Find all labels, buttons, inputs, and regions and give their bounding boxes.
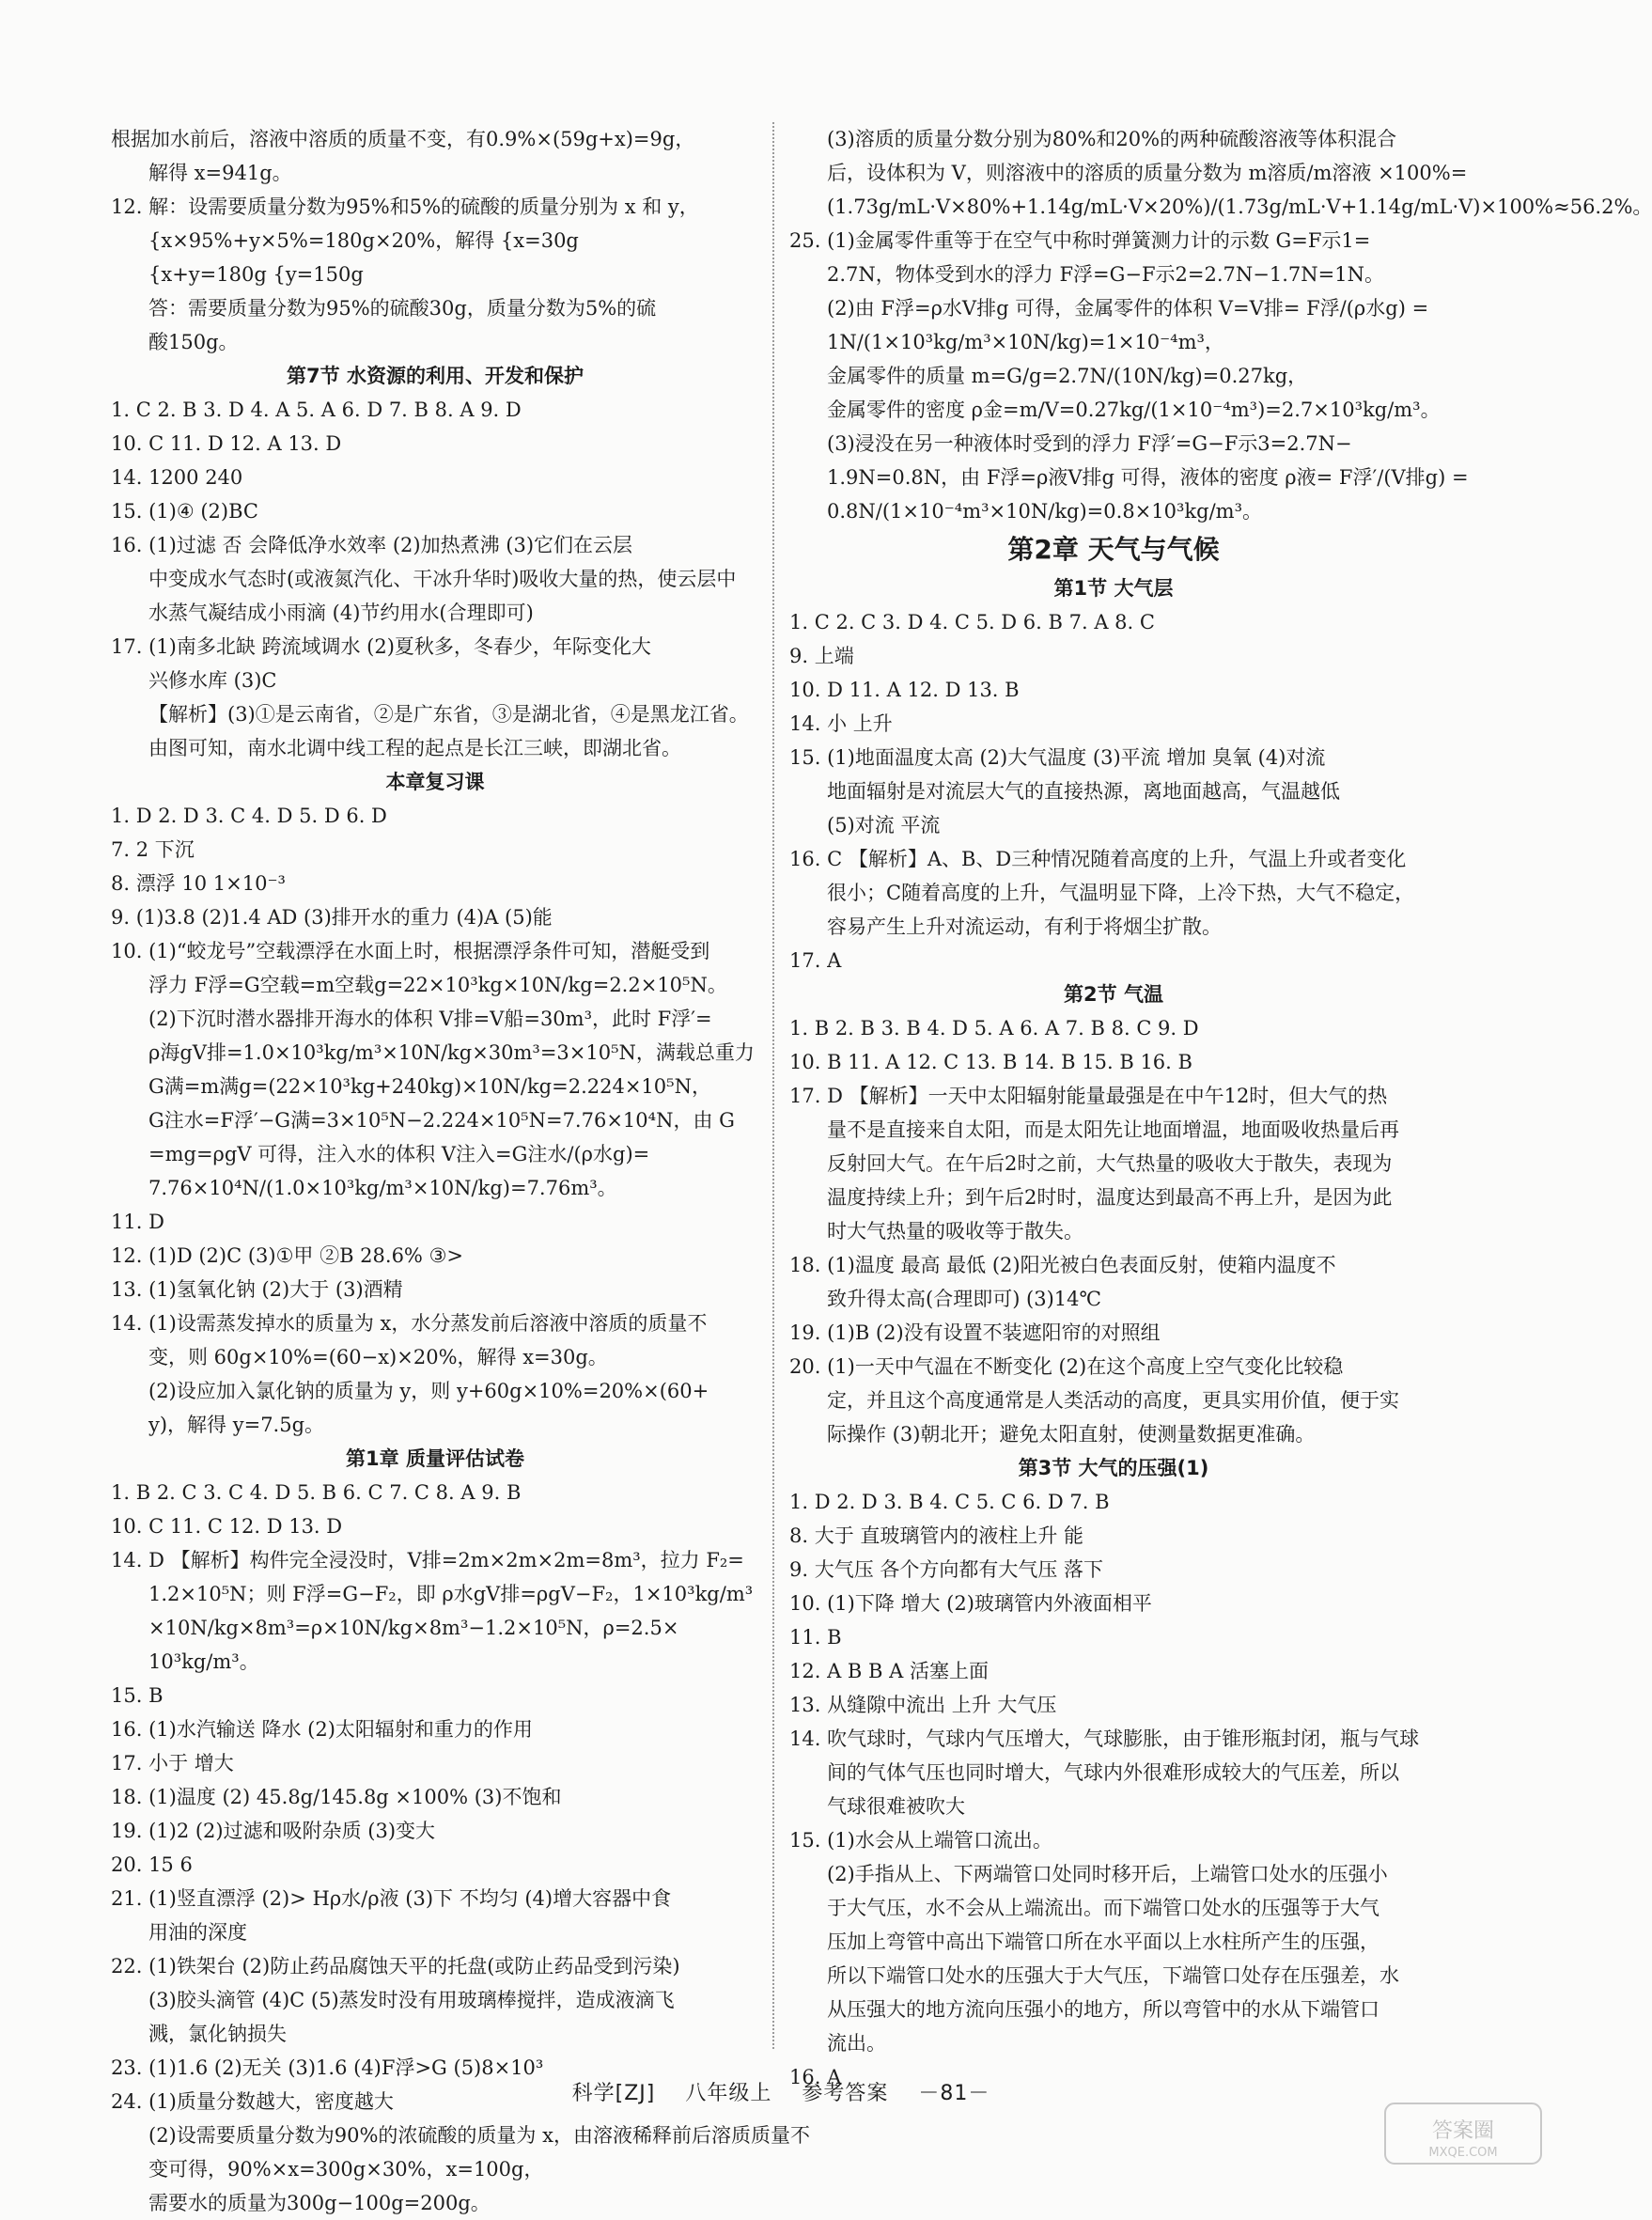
answer-line: (2)下沉时潜水器排开海水的体积 V排=V船=30m³，此时 F浮′= <box>148 1008 712 1030</box>
answer-line: 1N/(1×10³kg/m³×10N/kg)=1×10⁻⁴m³， <box>827 331 1224 353</box>
answer-line: (2)设需要质量分数为90%的浓硫酸的质量为 x，由溶液稀释前后溶质质量不 <box>148 2124 810 2147</box>
answer-line: y)，解得 y=7.5g。 <box>148 1414 325 1436</box>
answer-line: 变，则 60g×10%=(60−x)×20%，解得 x=30g。 <box>148 1346 608 1368</box>
answer-line: 【解析】(3)①是云南省，②是广东省，③是湖北省，④是黑龙江省。 <box>148 703 749 726</box>
answer-line: ×10N/kg×8m³=ρ×10N/kg×8m³−1.2×10⁵N，ρ=2.5× <box>148 1617 679 1639</box>
answer-line: (3)溶质的质量分数分别为80%和20%的两种硫酸溶液等体积混合 <box>827 128 1397 150</box>
answer-line: 答：需要质量分数为95%的硫酸30g，质量分数为5%的硫 <box>148 297 657 320</box>
answer-line: 2.7N，物体受到水的浮力 F浮=G−F示2=2.7N−1.7N=1N。 <box>827 263 1384 286</box>
section-heading: 第7节 水资源的利用、开发和保护 <box>287 365 584 387</box>
answer-line: 19. (1)B (2)没有设置不装遮阳帘的对照组 <box>789 1321 1161 1344</box>
answer-line: 容易产生上升对流运动，有利于将烟尘扩散。 <box>827 915 1222 938</box>
chapter-heading: 第2章 天气与气候 <box>1007 534 1220 565</box>
answer-line: 8. 大于 直玻璃管内的液柱上升 能 <box>789 1524 1084 1547</box>
answer-line: {x×95%+y×5%=180g×20%，解得 {x=30g <box>148 229 579 252</box>
answer-line: 中变成水气态时(或液氮汽化、干冰升华时)吸收大量的热，使云层中 <box>148 568 737 590</box>
answer-line: 14. D 【解析】构件完全浸没时，V排=2m×2m×2m=8m³，拉力 F₂= <box>111 1549 744 1571</box>
answer-line: 23. (1)1.6 (2)无关 (3)1.6 (4)F浮>G (5)8×10³ <box>111 2056 544 2079</box>
answer-line: 10. C 11. C 12. D 13. D <box>111 1515 343 1538</box>
answer-line: (2)设应加入氯化钠的质量为 y，则 y+60g×10%=20%×(60+ <box>148 1380 709 1402</box>
answer-line: 17. (1)南多北缺 跨流域调水 (2)夏秋多，冬春少，年际变化大 <box>111 635 651 658</box>
answer-line: 20. 15 6 <box>111 1853 193 1876</box>
section-heading: 第1节 大气层 <box>1053 577 1174 600</box>
answer-line: 13. 从缝隙中流出 上升 大气压 <box>789 1694 1057 1716</box>
answer-line: 14. 小 上升 <box>789 712 893 735</box>
answer-line: 压加上弯管中高出下端管口所在水平面以上水柱所产生的压强， <box>827 1931 1379 1953</box>
answer-line: 9. (1)3.8 (2)1.4 AD (3)排开水的重力 (4)A (5)能 <box>111 906 553 929</box>
answer-line: 反射回大气。在午后2时之前，大气热量的吸收大于散失，表现为 <box>827 1152 1393 1175</box>
answer-line: 15. (1)地面温度太高 (2)大气温度 (3)平流 增加 臭氧 (4)对流 <box>789 746 1326 769</box>
answer-line: 酸150g。 <box>148 331 239 353</box>
answer-line: 17. A <box>789 949 842 972</box>
answer-line: 12. 解：设需要质量分数为95%和5%的硫酸的质量分别为 x 和 y， <box>111 195 699 218</box>
section-heading: 第1章 质量评估试卷 <box>346 1447 524 1470</box>
answer-line: 浮力 F浮=G空载=m空载g=22×10³kg×10N/kg=2.2×10⁵N。 <box>148 974 727 996</box>
answer-line: 变可得，90%×x=300g×30%，x=100g， <box>148 2158 544 2181</box>
footer-page-number: －81－ <box>918 2082 990 2105</box>
answer-line: 13. (1)氢氧化钠 (2)大于 (3)酒精 <box>111 1278 403 1301</box>
section-heading: 第2节 气温 <box>1064 983 1163 1006</box>
answer-line: 21. (1)竖直漂浮 (2)> Hρ水/ρ液 (3)下 不均匀 (4)增大容器中食 <box>111 1887 672 1910</box>
answer-line: 10. C 11. D 12. A 13. D <box>111 432 342 455</box>
answer-line: 20. (1)一天中气温在不断变化 (2)在这个高度上空气变化比较稳 <box>789 1355 1344 1378</box>
answer-line: 1. D 2. D 3. C 4. D 5. D 6. D <box>111 805 387 827</box>
answer-line: (2)手指从上、下两端管口处同时移开后，上端管口处水的压强小 <box>827 1863 1388 1885</box>
answer-line: 金属零件的质量 m=G/g=2.7N/(10N/kg)=0.27kg， <box>827 365 1308 387</box>
answer-line: =mg=ρgV 可得，注入水的体积 V注入=G注水/(ρ水g)= <box>148 1143 650 1165</box>
answer-line: 10. (1)“蛟龙号”空载漂浮在水面上时，根据漂浮条件可知，潜艇受到 <box>111 940 710 962</box>
answer-line: 际操作 (3)朝北开；避免太阳直射，使测量数据更准确。 <box>827 1423 1316 1446</box>
answer-line: 25. (1)金属零件重等于在空气中称时弹簧测力计的示数 G=F示1= <box>789 229 1371 252</box>
answer-line: 14. 1200 240 <box>111 466 243 489</box>
answer-line: 1. C 2. B 3. D 4. A 5. A 6. D 7. B 8. A 9. D <box>111 399 522 421</box>
right-column <box>789 122 1652 2094</box>
answer-line: 解得 x=941g。 <box>148 162 292 184</box>
answer-line: (2)由 F浮=ρ水V排g 可得，金属零件的体积 V=V排= F浮/(ρ水g) = <box>827 297 1429 320</box>
answer-line: 金属零件的密度 ρ金=m/V=0.27kg/(1×10⁻⁴m³)=2.7×10³kg/m³。 <box>827 399 1441 421</box>
column-divider <box>772 122 775 2049</box>
answer-line: 兴修水库 (3)C <box>148 669 277 692</box>
section-heading: 本章复习课 <box>385 771 485 793</box>
answer-line: 后，设体积为 V，则溶液中的溶质的质量分数为 m溶质/m溶液 ×100%= <box>827 162 1468 184</box>
answer-line: 1.2×10⁵N；则 F浮=G−F₂，即 ρ水gV排=ρgV−F₂，1×10³kg/m³ <box>148 1583 754 1605</box>
watermark-logo <box>1383 2096 1543 2171</box>
answer-line: ρ海gV排=1.0×10³kg/m³×10N/kg×30m³=3×10⁵N，满载总重力 <box>148 1041 755 1064</box>
left-column <box>111 122 810 2220</box>
answer-line: 气球很难被吹大 <box>827 1795 965 1818</box>
footer-grade: 八年级上 <box>685 2082 772 2105</box>
answer-line: 10. (1)下降 增大 (2)玻璃管内外液面相平 <box>789 1592 1152 1615</box>
answer-line: 19. (1)2 (2)过滤和吸附杂质 (3)变大 <box>111 1820 436 1842</box>
answer-line: 24. (1)质量分数越大，密度越大 <box>111 2090 394 2113</box>
answer-line: 12. A B B A 活塞上面 <box>789 1660 989 1682</box>
answer-line: (1.73g/mL·V×80%+1.14g/mL·V×20%)/(1.73g/mL·V+1.14g/mL·V)×100%≈56.2%。 <box>827 195 1652 218</box>
answer-line: 9. 上端 <box>789 645 854 667</box>
answer-line: 17. D 【解析】一天中太阳辐射能量最强是在中午12时，但大气的热 <box>789 1085 1388 1107</box>
answer-line: 用油的深度 <box>148 1921 247 1944</box>
answer-line: 间的气体气压也同时增大，气球内外很难形成较大的气压差，所以 <box>827 1761 1399 1784</box>
answer-line: 1. C 2. C 3. D 4. C 5. D 6. B 7. A 8. C <box>789 611 1155 633</box>
answer-line: 16. A <box>789 2066 842 2088</box>
answer-line: 16. (1)水汽输送 降水 (2)太阳辐射和重力的作用 <box>111 1718 533 1741</box>
answer-line: 于大气压，水不会从上端流出。而下端管口处水的压强等于大气 <box>827 1897 1379 1919</box>
footer-subject: 科学[ZJ] <box>571 2082 656 2105</box>
answer-line: 8. 漂浮 10 1×10⁻³ <box>111 872 286 895</box>
answer-line: 0.8N/(1×10⁻⁴m³×10N/kg)=0.8×10³kg/m³。 <box>827 500 1262 523</box>
answer-line: 14. 吹气球时，气球内气压增大，气球膨胀，由于锥形瓶封闭，瓶与气球 <box>789 1728 1420 1750</box>
answer-line: 10. D 11. A 12. D 13. B <box>789 679 1020 701</box>
answer-line: 15. B <box>111 1684 164 1707</box>
answer-line: 温度持续上升；到午后2时时，温度达到最高不再上升，是因为此 <box>827 1186 1393 1209</box>
answer-line: 10. B 11. A 12. C 13. B 14. B 15. B 16. B <box>789 1051 1192 1073</box>
answer-line: G满=m满g=(22×10³kg+240kg)×10N/kg=2.224×10⁵N， <box>148 1075 711 1098</box>
answer-line: 所以下端管口处水的压强大于大气压，下端管口处存在压强差，水 <box>827 1964 1399 1987</box>
answer-line: 由图可知，南水北调中线工程的起点是长江三峡，即湖北省。 <box>148 737 681 759</box>
answer-line: G注水=F浮′−G满=3×10⁵N−2.224×10⁵N=7.76×10⁴N，由 G <box>148 1109 735 1132</box>
answer-line: 很小；C随着高度的上升，气温明显下降，上冷下热，大气不稳定， <box>827 882 1415 904</box>
page-footer <box>0 2077 1562 2106</box>
svg-text:答案圈: 答案圈 <box>1431 2119 1495 2143</box>
answer-line: 12. (1)D (2)C (3)①甲 ②B 28.6% ③> <box>111 1244 463 1267</box>
answer-line: (3)浸没在另一种液体时受到的浮力 F浮′=G−F示3=2.7N− <box>827 432 1352 455</box>
answer-line: 9. 大气压 各个方向都有大气压 落下 <box>789 1558 1104 1581</box>
answer-line: 16. (1)过滤 否 会降低净水效率 (2)加热煮沸 (3)它们在云层 <box>111 534 633 556</box>
answer-line: 从压强大的地方流向压强小的地方，所以弯管中的水从下端管口 <box>827 1998 1379 2021</box>
answer-line: 量不是直接来自太阳，而是太阳先让地面增温，地面吸收热量后再 <box>827 1118 1399 1141</box>
answer-line: 1.9N=0.8N，由 F浮=ρ液V排g 可得，液体的密度 ρ液= F浮′/(V排g) = <box>827 466 1469 489</box>
answer-line: (5)对流 平流 <box>827 814 941 836</box>
answer-line: 根据加水前后，溶液中溶质的质量不变，有0.9%×(59g+x)=9g， <box>111 128 695 150</box>
answer-line: 溅，氯化钠损失 <box>148 2023 287 2045</box>
answer-line: 致升得太高(合理即可) (3)14℃ <box>827 1288 1102 1310</box>
answer-line: 1. B 2. C 3. C 4. D 5. B 6. C 7. C 8. A 9. B <box>111 1481 522 1504</box>
answer-line: {x+y=180g {y=150g <box>148 263 364 286</box>
answer-line: 18. (1)温度 (2) 45.8g/145.8g ×100% (3)不饱和 <box>111 1786 562 1808</box>
answer-line: 定，并且这个高度通常是人类活动的高度，更具实用价值，便于实 <box>827 1389 1399 1412</box>
answer-line: 时大气热量的吸收等于散失。 <box>827 1220 1083 1243</box>
answer-line: 11. D <box>111 1211 164 1233</box>
answer-line: 11. B <box>789 1626 842 1649</box>
answer-line: 17. 小于 增大 <box>111 1752 234 1774</box>
footer-label: 参考答案 <box>802 2082 889 2105</box>
answer-line: 18. (1)温度 最高 最低 (2)阳光被白色表面反射，使箱内温度不 <box>789 1254 1336 1276</box>
answer-line: 7.76×10⁴N/(1.0×10³kg/m³×10N/kg)=7.76m³。 <box>148 1177 617 1199</box>
answer-line: 1. D 2. D 3. B 4. C 5. C 6. D 7. B <box>789 1491 1110 1513</box>
answer-line: (3)胶头滴管 (4)C (5)蒸发时没有用玻璃棒搅拌，造成液滴飞 <box>148 1989 675 2011</box>
answer-line: 15. (1)④ (2)BC <box>111 500 258 523</box>
svg-text:MXQE.COM: MXQE.COM <box>1428 2146 1498 2160</box>
answer-line: 10³kg/m³。 <box>148 1650 259 1673</box>
answer-line: 1. B 2. B 3. B 4. D 5. A 6. A 7. B 8. C 9. D <box>789 1017 1199 1040</box>
answer-line: 流出。 <box>827 2032 886 2055</box>
answer-line: 需要水的质量为300g−100g=200g。 <box>148 2192 491 2214</box>
answer-line: 14. (1)设需蒸发掉水的质量为 x，水分蒸发前后溶液中溶质的质量不 <box>111 1312 708 1335</box>
section-heading: 第3节 大气的压强(1) <box>1018 1457 1209 1479</box>
answer-line: 16. C 【解析】A、B、D三种情况随着高度的上升，气温上升或者变化 <box>789 848 1407 870</box>
answer-line: 22. (1)铁架台 (2)防止药品腐蚀天平的托盘(或防止药品受到污染) <box>111 1955 680 1978</box>
answer-line: 水蒸气凝结成小雨滴 (4)节约用水(合理即可) <box>148 602 534 624</box>
answer-line: 地面辐射是对流层大气的直接热源，离地面越高，气温越低 <box>827 780 1340 803</box>
answer-line: 7. 2 下沉 <box>111 838 195 861</box>
answer-line: 15. (1)水会从上端管口流出。 <box>789 1829 1052 1852</box>
